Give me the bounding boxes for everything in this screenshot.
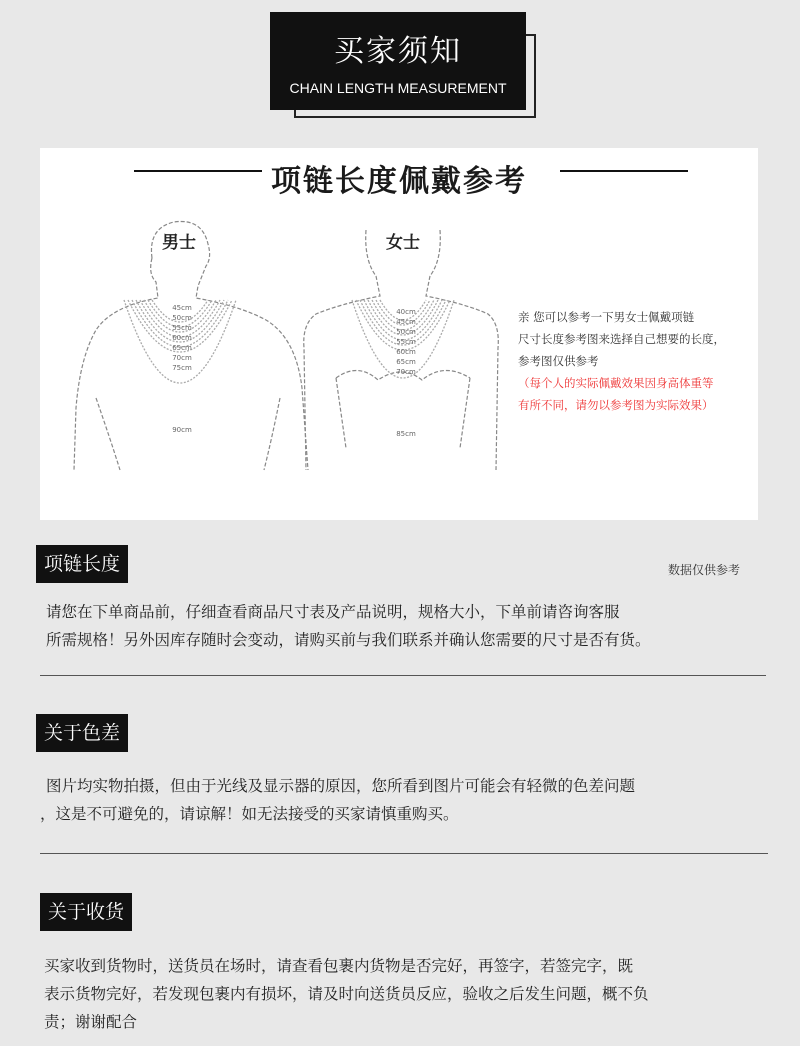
section-tag-length: 项链长度 <box>36 545 128 583</box>
man-label: 男士 <box>162 233 196 253</box>
data-reference-note: 数据仅供参考 <box>668 563 741 577</box>
note-warning-line: （每个人的实际佩戴效果因身高体重等 <box>518 376 714 390</box>
section-text-line: 表示货物完好，若发现包裹内有损坏，请及时向送货员反应，验收之后发生问题，概不负 <box>44 985 649 1003</box>
man-length-label: 65cm <box>172 344 192 352</box>
woman-length-label: 40cm <box>396 308 416 316</box>
header-title: 买家须知 <box>334 34 462 69</box>
woman-label: 女士 <box>386 233 420 253</box>
section-divider <box>40 853 768 854</box>
man-length-label: 90cm <box>172 426 192 434</box>
header-badge <box>270 12 526 110</box>
length-reference-panel <box>40 148 758 520</box>
woman-length-label: 85cm <box>396 430 416 438</box>
section-divider <box>40 675 766 676</box>
header-subtitle: CHAIN LENGTH MEASUREMENT <box>289 80 507 96</box>
section-text-line: 请您在下单商品前，仔细查看商品尺寸表及产品说明，规格大小，下单前请咨询客服 <box>46 603 620 621</box>
section-tag-receipt: 关于收货 <box>40 893 132 931</box>
man-length-label: 55cm <box>172 324 192 332</box>
man-length-label: 45cm <box>172 304 192 312</box>
woman-length-label: 50cm <box>396 328 416 336</box>
panel-title: 项链长度佩戴参考 <box>271 164 527 199</box>
note-warning-line: 有所不同，请勿以参考图为实际效果） <box>518 398 714 412</box>
section-text-line: 买家收到货物时，送货员在场时，请查看包裹内货物是否完好，再签字，若签完字，既 <box>44 957 634 975</box>
woman-length-labels <box>396 308 416 438</box>
section-text-line: 所需规格！另外因库存随时会变动，请购买前与我们联系并确认您需要的尺寸是否有货。 <box>46 631 651 649</box>
man-length-label: 70cm <box>172 354 192 362</box>
reference-note <box>518 306 754 416</box>
note-line: 亲 您可以参考一下男女士佩戴项链 <box>518 310 695 324</box>
man-length-label: 60cm <box>172 334 192 342</box>
woman-length-label: 65cm <box>396 358 416 366</box>
section-text-line: 图片均实物拍摄，但由于光线及显示器的原因，您所看到图片可能会有轻微的色差问题 <box>46 777 636 795</box>
woman-length-label: 70cm <box>396 368 416 376</box>
woman-length-label: 45cm <box>396 318 416 326</box>
man-length-label: 50cm <box>172 314 192 322</box>
woman-length-label: 55cm <box>396 338 416 346</box>
man-length-label: 75cm <box>172 364 192 372</box>
man-length-labels <box>172 304 192 434</box>
section-text-line: ，这是不可避免的，请谅解！如无法接受的买家请慎重购买。 <box>40 805 459 823</box>
note-line: 参考图仅供参考 <box>518 354 599 368</box>
note-line: 尺寸长度参考图来选择自己想要的长度， <box>518 332 725 346</box>
section-text-line: 责；谢谢配合 <box>44 1013 138 1031</box>
woman-length-label: 60cm <box>396 348 416 356</box>
section-tag-color: 关于色差 <box>36 714 128 752</box>
